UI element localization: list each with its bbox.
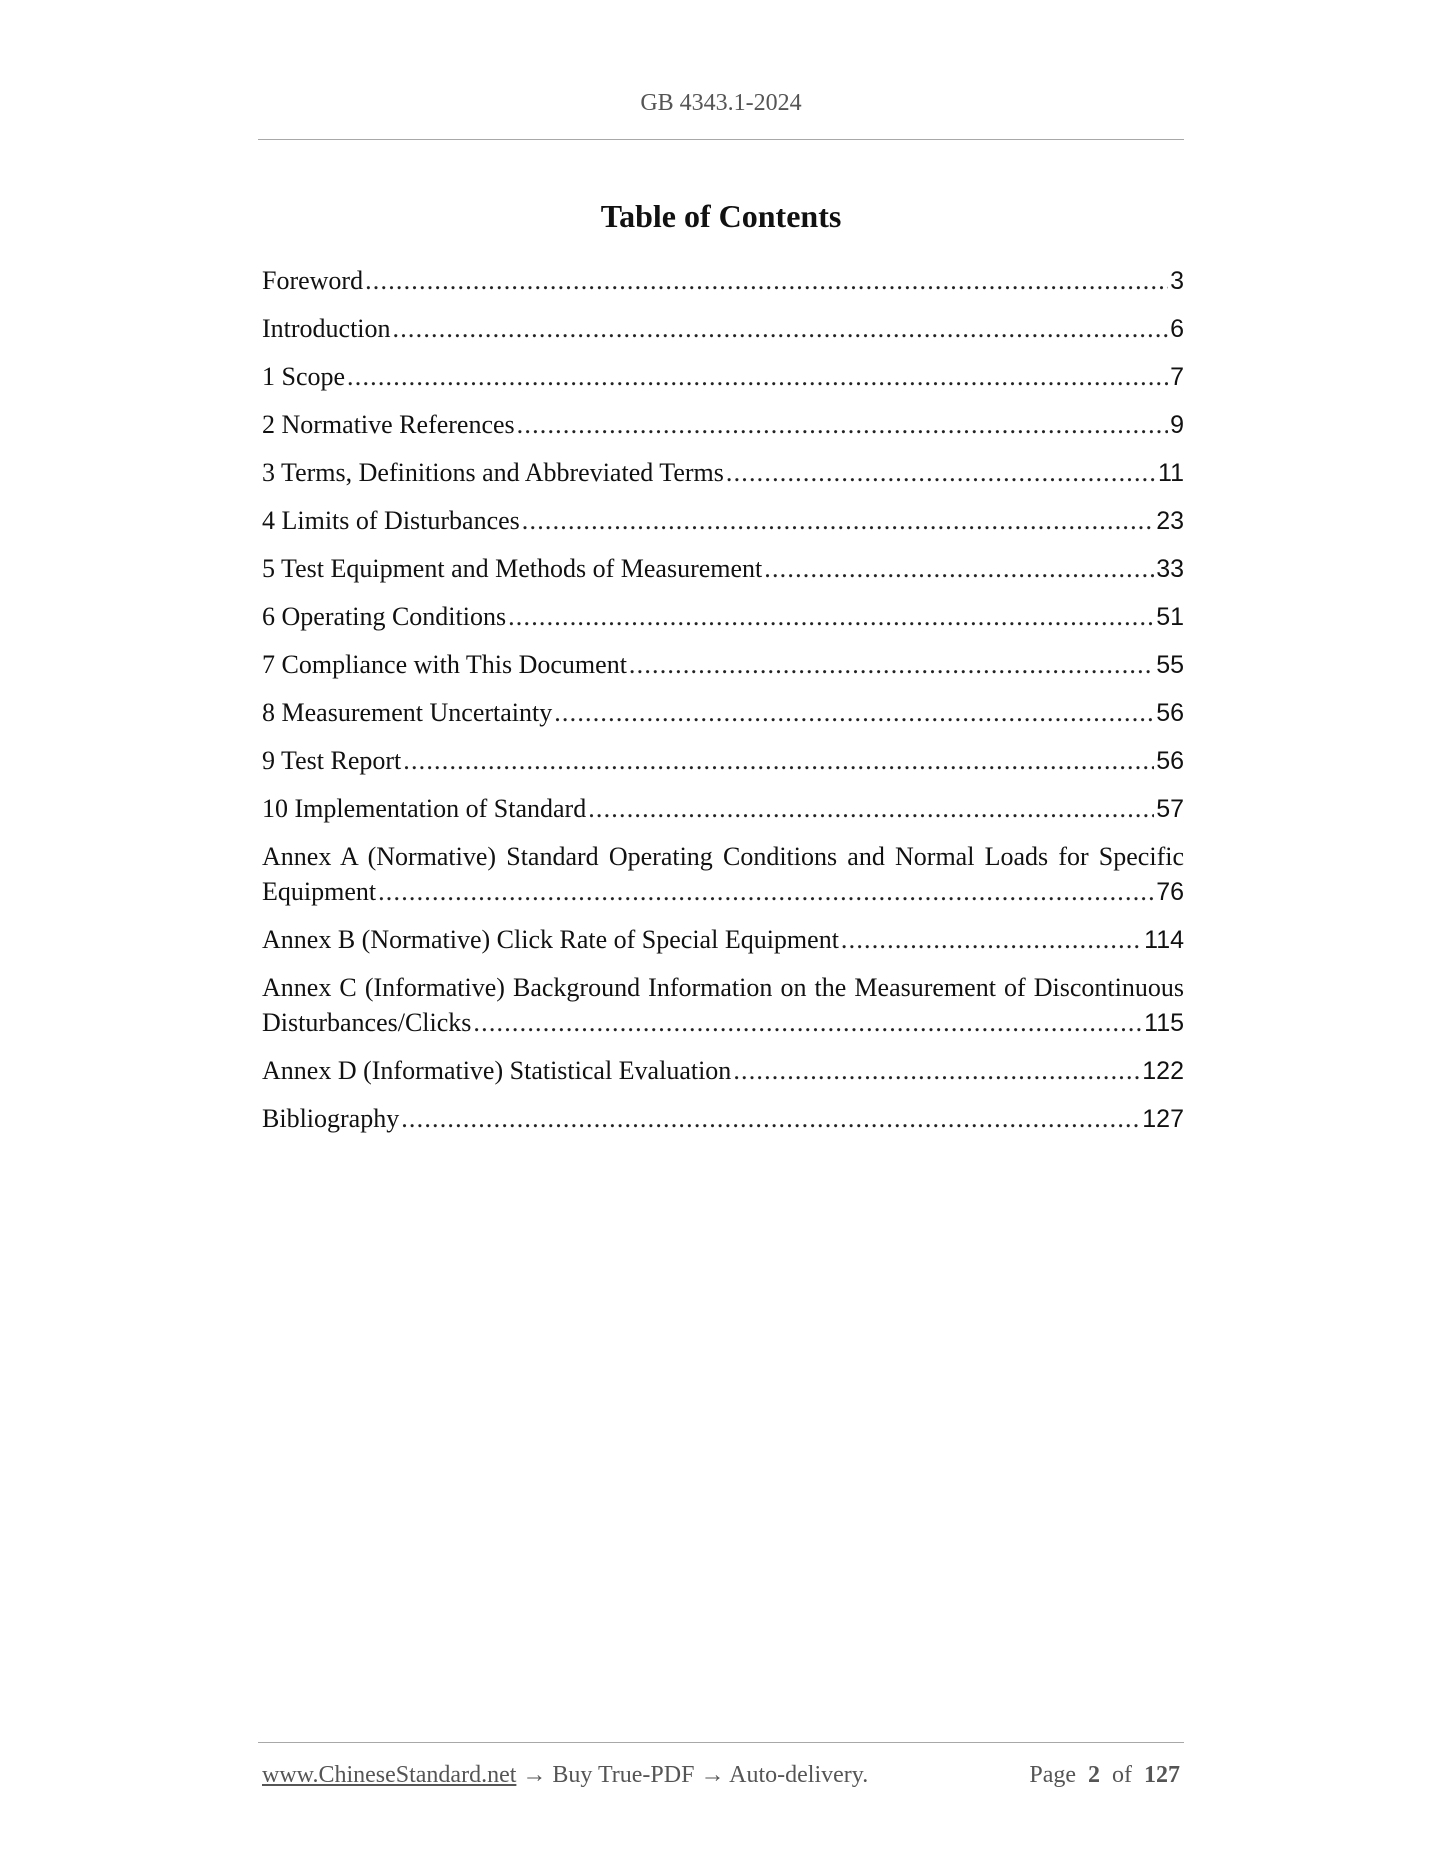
toc-page-number: 115 (1144, 1009, 1184, 1037)
toc-entry-label: Introduction (262, 314, 391, 343)
footer-promo (262, 1762, 868, 1789)
toc-entry-label: 9 Test Report (262, 746, 402, 775)
footer-delivery-text: Auto-delivery. (724, 1762, 869, 1788)
toc-page-number: 51 (1156, 603, 1184, 631)
page-footer (262, 1762, 1180, 1789)
toc-entry-label: 2 Normative References (262, 410, 515, 439)
toc-entry-annex-c[interactable] (262, 970, 1184, 1040)
arrow-right-icon: → (522, 1762, 547, 1788)
page-title: Table of Contents (600, 198, 842, 234)
toc-entry-label: Foreword (262, 266, 364, 295)
toc-entry-foreword[interactable] (262, 263, 1184, 298)
toc-page-number: 6 (1170, 315, 1184, 343)
toc-entry-label: 5 Test Equipment and Methods of Measurement (262, 554, 763, 583)
toc-entry-bibliography[interactable] (262, 1101, 1184, 1136)
toc-page-number: 114 (1144, 926, 1184, 954)
total-page-count: 127 (1144, 1762, 1180, 1788)
toc-entry-label: Bibliography (262, 1104, 400, 1133)
toc-entry-label: Disturbances/Clicks (262, 1008, 472, 1037)
toc-page-number: 127 (1142, 1105, 1184, 1133)
dot-leader (726, 455, 1156, 490)
toc-entry-label: 10 Implementation of Standard (262, 794, 587, 823)
dot-leader (403, 743, 1154, 778)
toc-page-number: 57 (1156, 795, 1184, 823)
toc-entry-normative-references[interactable] (262, 407, 1184, 442)
toc-entry-terms-definitions[interactable] (262, 455, 1184, 490)
dot-leader (554, 695, 1154, 730)
toc-entry-label: Equipment (262, 877, 377, 906)
toc-entry-label: Annex D (Informative) Statistical Evaluation (262, 1056, 732, 1085)
toc-page-number: 56 (1156, 747, 1184, 775)
toc-entry-label: 4 Limits of Disturbances (262, 506, 520, 535)
toc-entry-label: Annex B (Normative) Click Rate of Special Equipment (262, 925, 839, 954)
dot-leader (764, 551, 1154, 586)
toc-page-number: 55 (1156, 651, 1184, 679)
toc-entry-label: 1 Scope (262, 362, 346, 391)
toc-entry-operating-conditions[interactable] (262, 599, 1184, 634)
toc-page-number: 3 (1170, 267, 1184, 295)
toc-page-number: 11 (1158, 459, 1184, 487)
toc-entry-annex-a[interactable] (262, 839, 1184, 909)
running-header: GB 4343.1-2024 (640, 90, 802, 116)
toc-page-number: 7 (1170, 363, 1184, 391)
dot-leader (588, 791, 1154, 826)
dot-leader (841, 922, 1142, 957)
toc-entry-label: 6 Operating Conditions (262, 602, 507, 631)
toc-entry-label-line1: Annex A (Normative) Standard Operating Conditions and Normal Loads for Specific (262, 842, 1184, 871)
toc-entry-measurement-uncertainty[interactable] (262, 695, 1184, 730)
dot-leader (508, 599, 1154, 634)
toc-entry-label: 3 Terms, Definitions and Abbreviated Terms (262, 458, 724, 487)
toc-entry-annex-d[interactable] (262, 1053, 1184, 1088)
dot-leader (517, 407, 1168, 442)
dot-leader (378, 874, 1154, 909)
toc-page-number: 9 (1170, 411, 1184, 439)
toc-page-number: 56 (1156, 699, 1184, 727)
footer-divider (258, 1742, 1184, 1743)
toc-page-number: 33 (1156, 555, 1184, 583)
toc-entry-implementation[interactable] (262, 791, 1184, 826)
header-divider (258, 139, 1184, 140)
arrow-right-icon: → (700, 1762, 725, 1788)
dot-leader (401, 1101, 1140, 1136)
toc-entry-compliance[interactable] (262, 647, 1184, 682)
toc-entry-label-line1: Annex C (Informative) Background Information on the Measurement of Discontinuous (262, 973, 1184, 1002)
toc-entry-test-report[interactable] (262, 743, 1184, 778)
footer-buy-text: Buy True-PDF (546, 1762, 701, 1788)
toc-page-number: 122 (1142, 1057, 1184, 1085)
page-indicator (1029, 1762, 1180, 1789)
toc-entry-label: 7 Compliance with This Document (262, 650, 627, 679)
website-link[interactable]: www.ChineseStandard.net (262, 1762, 517, 1788)
table-of-contents (262, 263, 1184, 1149)
dot-leader (473, 1005, 1142, 1040)
dot-leader (347, 359, 1168, 394)
toc-entry-label: 8 Measurement Uncertainty (262, 698, 553, 727)
toc-entry-test-equipment[interactable] (262, 551, 1184, 586)
page-label: Page (1029, 1762, 1076, 1788)
toc-entry-annex-b[interactable] (262, 922, 1184, 957)
dot-leader (733, 1053, 1140, 1088)
dot-leader (629, 647, 1154, 682)
current-page-number: 2 (1088, 1762, 1100, 1788)
dot-leader (365, 263, 1168, 298)
dot-leader (393, 311, 1169, 346)
page-of-label: of (1112, 1762, 1132, 1788)
toc-entry-scope[interactable] (262, 359, 1184, 394)
toc-entry-limits-of-disturbances[interactable] (262, 503, 1184, 538)
toc-page-number: 76 (1156, 878, 1184, 906)
toc-entry-introduction[interactable] (262, 311, 1184, 346)
toc-page-number: 23 (1156, 507, 1184, 535)
dot-leader (522, 503, 1154, 538)
